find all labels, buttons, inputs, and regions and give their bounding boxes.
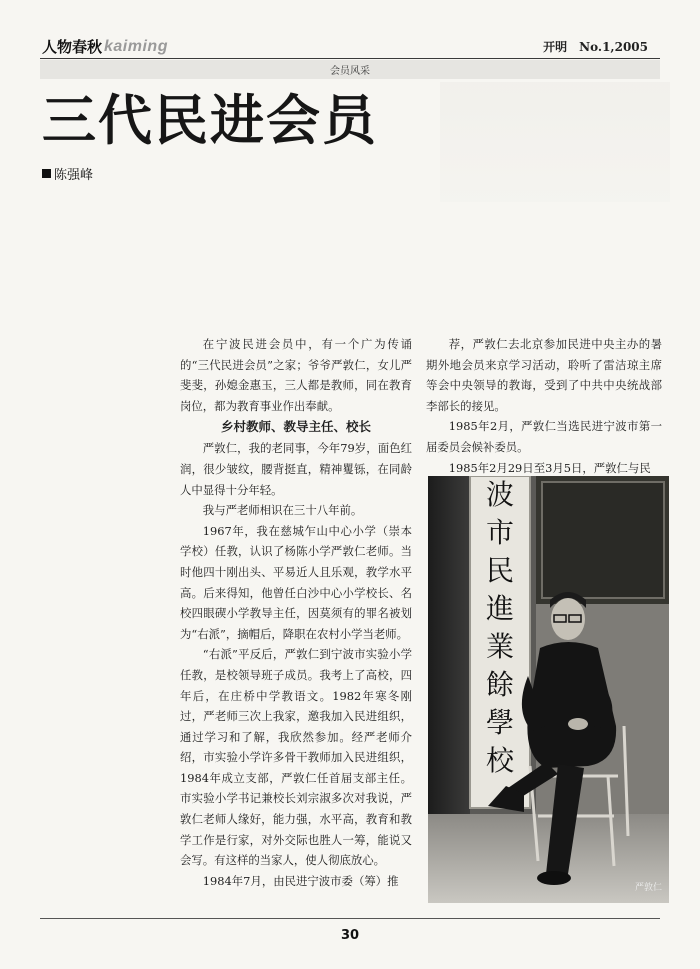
sign-char-3: 民 [485,554,515,587]
photo-illustration [428,476,669,903]
issue-label: 开明 No.1,2005 [543,40,648,54]
background-ghost-image [440,82,670,202]
text-column-1 [180,334,412,891]
body-paragraph: 1985年2月29日至3月5日，严敦仁与民 [448,460,651,475]
intro-paragraph: 在宁波民进会员中，有一个广为传诵的“三代民进会员”之家；爷爷严敦仁，女儿严斐斐，孙媳金惠玉，三人都是教师，同在教育岗位，都为教育事业作出奉献。 [180,337,412,413]
body-paragraph: 1967年，我在慈城乍山中心小学（崇本学校）任教，认识了杨陈小学严敦仁老师。当时他四十刚出头、平易近人且乐观，教学水平高。后来得知，他曾任白沙中心小学校长、名校四眼碶小学教导主任，因莫须有的罪名被划为“右派”，摘帽后，降职在农村小学当老师。 [180,523,412,641]
body-paragraph: “右派”平反后，严敦仁到宁波市实验小学任教，是校领导班子成员。我考上了高校，四年后，在庄桥中学教语文。1982年寒冬刚过，严老师三次上我家，邀我加入民进组织，通过学习和了解，我欣然参加。经严老师介绍，市实验小学许多骨干教师加入民进组织，1984年成立支部，严敦仁任首届支部主任。市实验小学书记兼校长刘宗淑多次对我说，严敦仁老师人缘好，能力强，水平高，教育和教学工作是行家，对外交际也胜人一筹，能说又会写。有这样的当家人，使人彻底放心。 [180,647,412,868]
byline-square-icon [42,169,51,178]
sign-char-8: 校 [485,744,515,777]
column-category: 人物春秋 [42,38,103,56]
author-name: 陈强峰 [54,168,94,183]
author-byline [42,164,93,183]
portrait-photo [428,476,669,903]
footer-rule [40,918,660,919]
page-number: 30 [340,928,360,943]
sign-char-6: 餘 [485,668,515,701]
subheading: 乡村教师、教导主任、校长 [220,419,371,435]
sign-char-1: 波 [485,478,515,511]
body-paragraph: 1984年7月，由民进宁波市委（筹）推 [202,873,399,888]
magazine-brand: kaiming [104,38,168,55]
section-label: 会员风采 [330,66,370,77]
article-title: 三代民进会员 [42,89,378,152]
sign-char-5: 業 [485,630,515,663]
body-paragraph: 严敦仁，我的老同事，今年79岁，面色红润，很少皱纹，腰背挺直，精神矍铄，在同龄人中显得十分年轻。 [180,441,412,497]
photo-caption: 严敦仁 [634,883,662,893]
body-paragraph: 荐，严敦仁去北京参加民进中央主办的暑期外地会员来京学习活动，聆听了雷洁琼主席等会中央领导的教诲，受到了中共中央统战部李部长的接见。 [426,337,662,413]
sign-char-2: 市 [485,516,515,549]
sign-char-7: 學 [485,706,515,739]
text-column-2 [426,334,662,478]
sign-char-4: 進 [485,592,515,625]
header-rule [40,58,660,59]
body-paragraph: 我与严老师相识在三十八年前。 [202,503,363,518]
body-paragraph: 1985年2月，严敦仁当选民进宁波市第一届委员会候补委员。 [426,419,662,454]
